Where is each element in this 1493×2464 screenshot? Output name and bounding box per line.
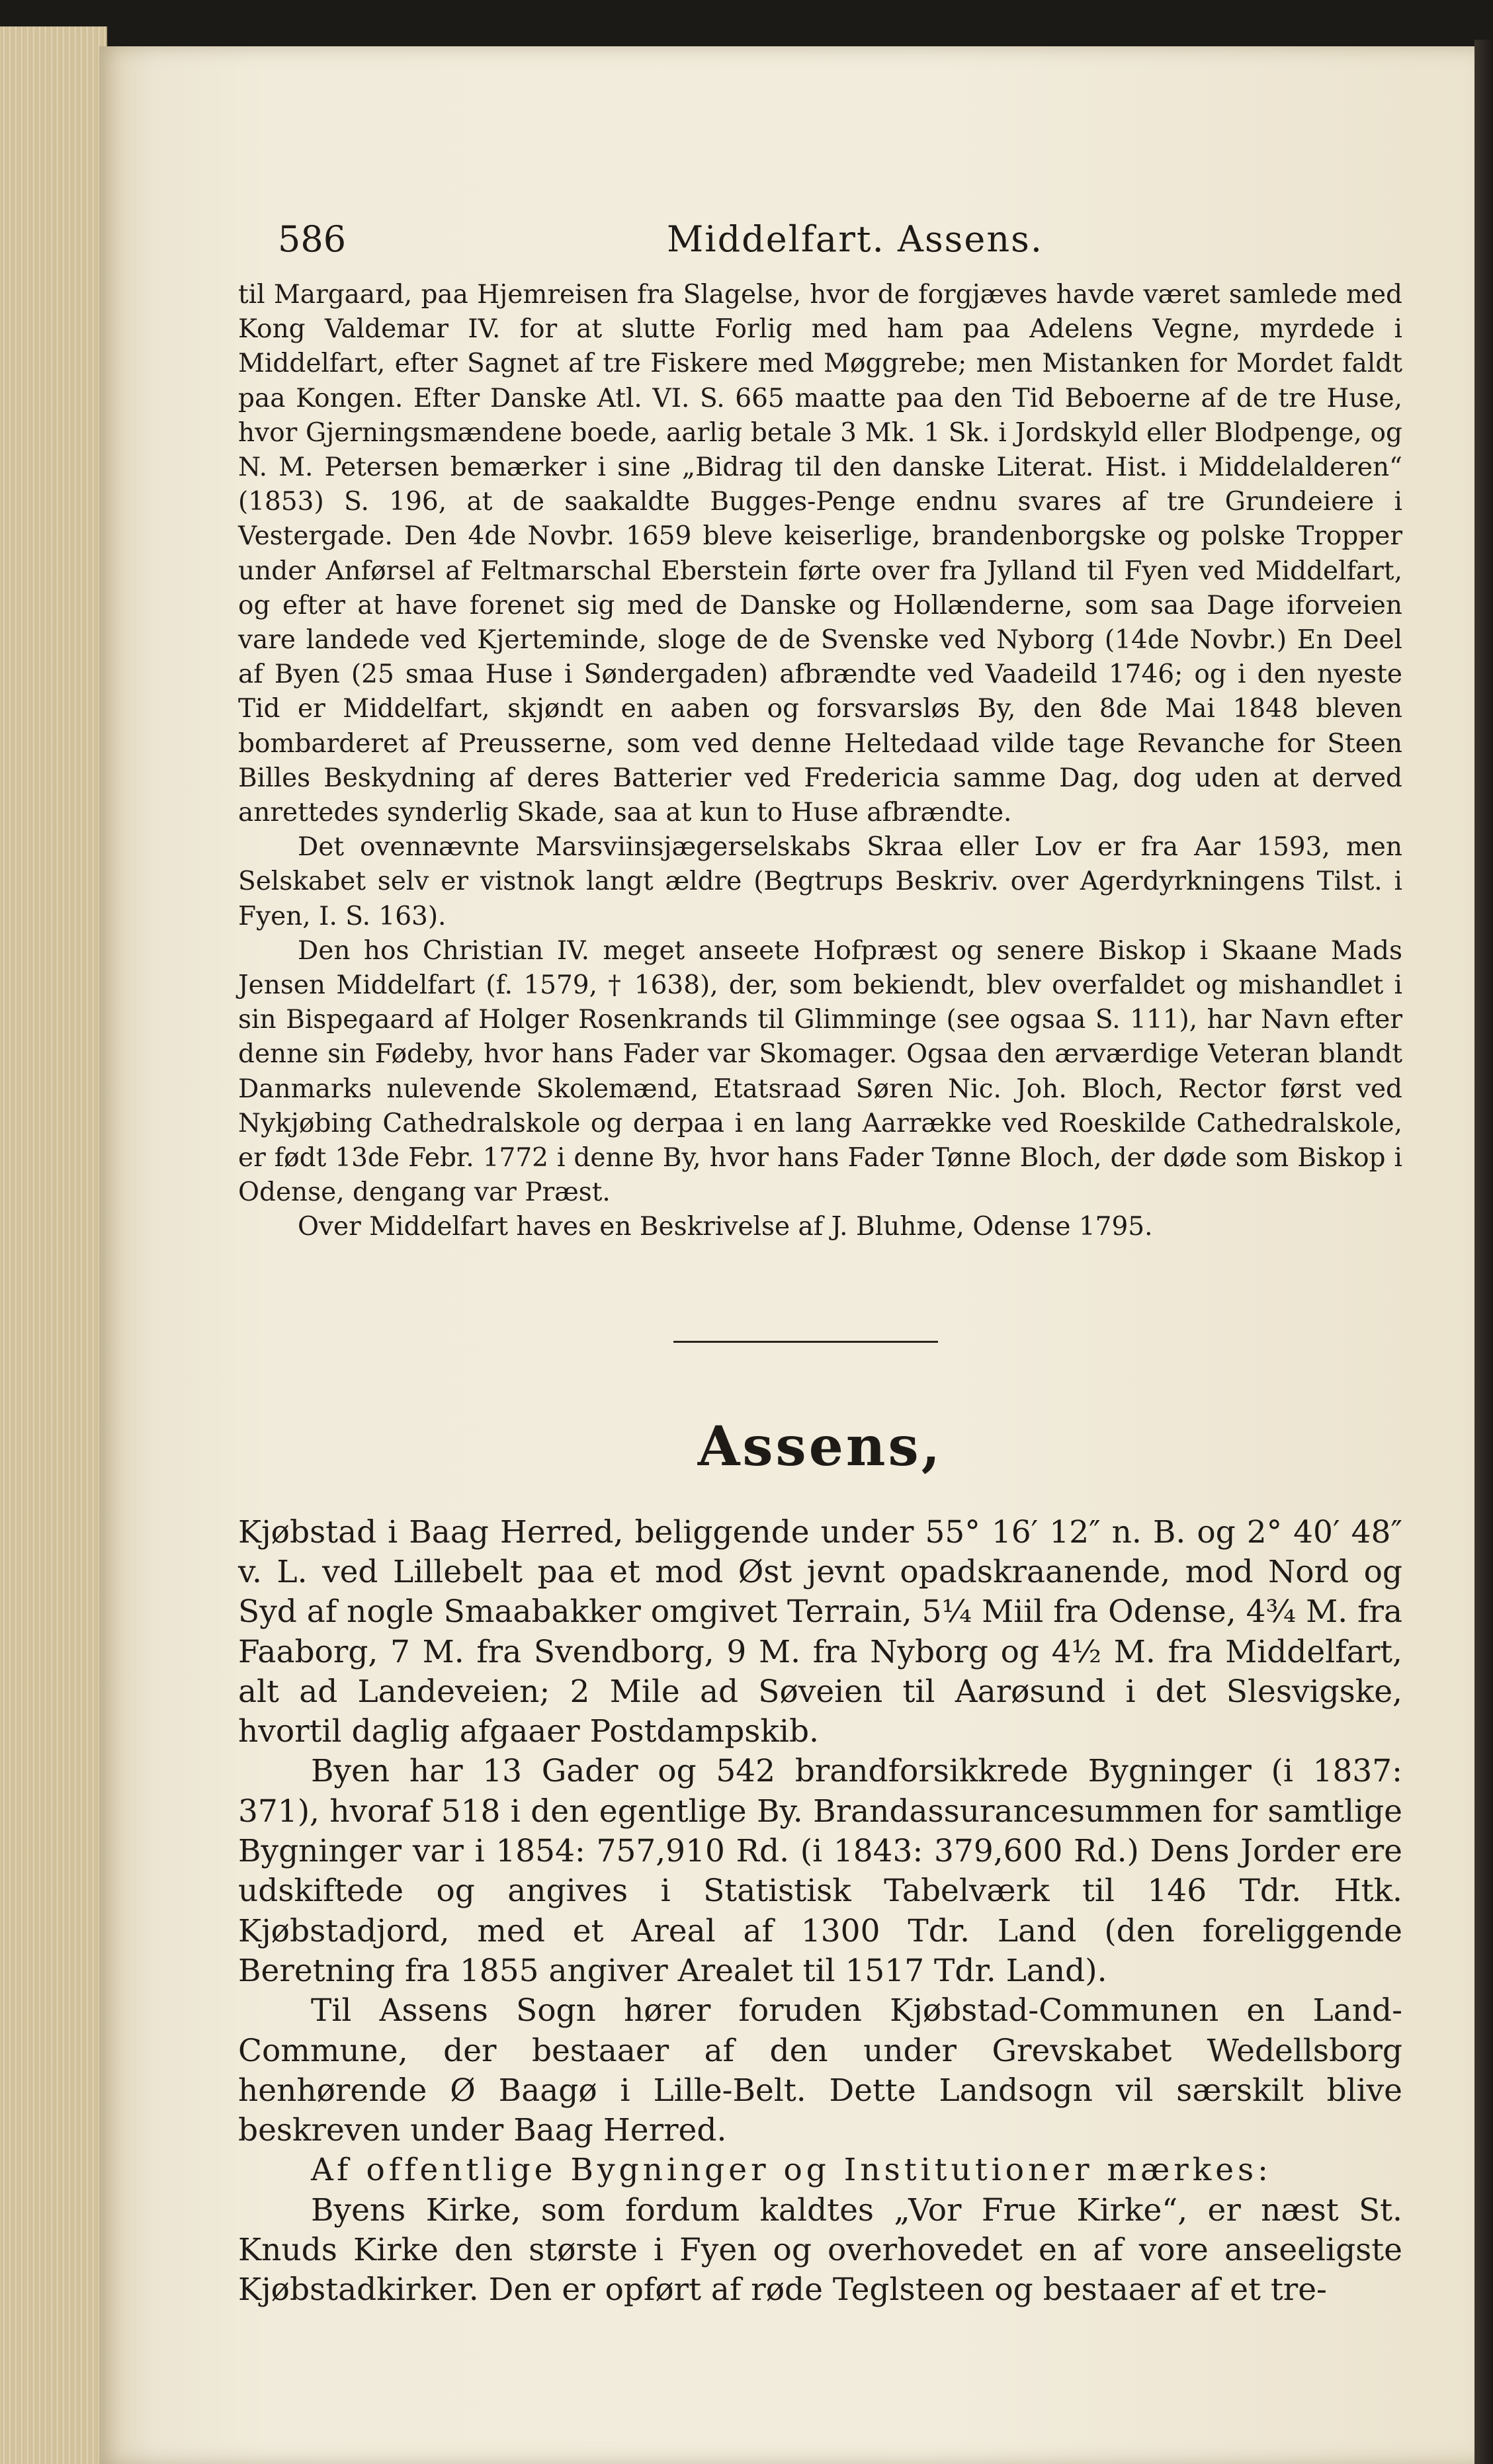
book-binding-edge [1474, 40, 1493, 2464]
subheading: Af offentlige Bygninger og Institutioner mærkes: [311, 2152, 1272, 2189]
running-head: Middelfart. Assens. [667, 218, 1043, 260]
paragraph: Det ovennævnte Marsviinsjægerselskabs Skraa eller Lov er fra Aar 1593, men Selskabet selv er vistnok langt ældre (Begtrups Beskriv. over Agerdyrkningens Tilst. i Fyen, I. S. 163). [238, 832, 1402, 931]
assens-section [238, 1513, 1402, 2311]
paragraph: Over Middelfart haves en Beskrivelse af J. Bluhme, Odense 1795. [298, 1212, 1153, 1242]
paragraph: Byens Kirke, som fordum kaldtes „Vor Frue Kirke“, er næst St. Knuds Kirke den største i Fyen og overhovedet en af vore anseeligste Kjøbstadkirker. Den er opført af røde Teglsteen og bestaaer af et tre- [238, 2191, 1402, 2309]
section-title: Assens, [697, 1414, 943, 1478]
paragraph: til Margaard, paa Hjemreisen fra Slagelse, hvor de forgjæves havde været samlede med Kong Valdemar IV. for at slutte Forlig med ham paa Adelens Vegne, myrdede i Middelfart, efter Sagnet af tre Fiskere med Møggrebe; men Mistanken for Mordet faldt paa Kongen. Efter Danske Atl. VI. S. 665 maatte paa den Tid Beboerne af de tre Huse, hvor Gjerningsmændene boede, aarlig betale 3 Mk. 1 Sk. i Jordskyld eller Blodpenge, og N. M. Petersen bemærker i sine „Bidrag til den danske Literat. Hist. i Middelalderen“ (1853) S. 196, at de saakaldte Bugges-Penge endnu svares af tre Grundeiere i Vestergade. Den 4de Novbr. 1659 bleve keiserlige, brandenborgske og polske Tropper under Anførsel af Feltmarschal Eberstein førte over fra Jylland til Fyen ved Middelfart, og efter at have forenet sig med de Danske og Hollænderne, som saa Dage iforveien vare landede ved Kjerteminde, sloge de de Svenske ved Nyborg (14de Novbr.) En Deel af Byen (25 smaa Huse i Søndergaden) afbrændte ved Vaadeild 1746; og i den nyeste Tid er Middelfart, skjøndt en aaben og forsvarsløs By, den 8de Mai 1848 bleven bombarderet af Preusserne, som ved denne Heltedaad vilde tage Revanche for Steen Billes Beskydning af deres Batterier ved Fredericia samme Dag, dog uden at derved anrettedes synderlig Skade, saa at kun to Huse afbrændte. [238, 280, 1402, 828]
page-edges [0, 26, 107, 2464]
middelfart-section [238, 278, 1402, 1245]
section-divider [673, 1341, 938, 1343]
paragraph: Byen har 13 Gader og 542 brandforsikkrede Bygninger (i 1837: 371), hvoraf 518 i den egentlige By. Brandassurancesummen for samtlige Bygninger var i 1854: 757,910 Rd. (i 1843: 379,600 Rd.) Dens Jorder ere udskiftede og angives i Statistisk Tabelværk til 146 Tdr. Htk. Kjøbstadjord, med et Areal af 1300 Tdr. Land (den foreliggende Beretning fra 1855 angiver Arealet til 1517 Tdr. Land). [238, 1753, 1402, 1989]
paragraph: Den hos Christian IV. meget anseete Hofpræst og senere Biskop i Skaane Mads Jensen Middelfart (f. 1579, † 1638), der, som bekiendt, blev overfaldet og mishandlet i sin Bispegaard af Holger Rosenkrands til Glimminge (see ogsaa S. 111), har Navn efter denne sin Fødeby, hvor hans Fader var Skomager. Ogsaa den ærværdige Veteran blandt Danmarks nulevende Skolemænd, Etatsraad Søren Nic. Joh. Bloch, Rector først ved Nykjøbing Cathedralskole og derpaa i en lang Aarrække ved Roeskilde Cathedralskole, er født 13de Febr. 1772 i denne By, hvor hans Fader Tønne Bloch, der døde som Biskop i Odense, dengang var Præst. [238, 935, 1402, 1208]
paragraph: Kjøbstad i Baag Herred, beliggende under 55° 16′ 12″ n. B. og 2° 40′ 48″ v. L. ved Lillebelt paa et mod Øst jevnt opadskraanende, mod Nord og Syd af nogle Smaabakker omgivet Terrain, 5¼ Miil fra Odense, 4¾ M. fra Faaborg, 7 M. fra Svendborg, 9 M. fra Nyborg og 4½ M. fra Middelfart, alt ad Landeveien; 2 Mile ad Søveien til Aarøsund i det Slesvigske, hvortil daglig afgaaer Postdampskib. [238, 1513, 1402, 1750]
paragraph: Til Assens Sogn hører foruden Kjøbstad-Communen en Land-Commune, der bestaaer af den under Grevskabet Wedellsborg henhørende Ø Baagø i Lille-Belt. Dette Landsogn vil særskilt blive beskreven under Baag Herred. [238, 1992, 1402, 2149]
page-header [238, 218, 1402, 278]
page-number: 586 [278, 218, 347, 260]
page-content [238, 218, 1402, 2311]
